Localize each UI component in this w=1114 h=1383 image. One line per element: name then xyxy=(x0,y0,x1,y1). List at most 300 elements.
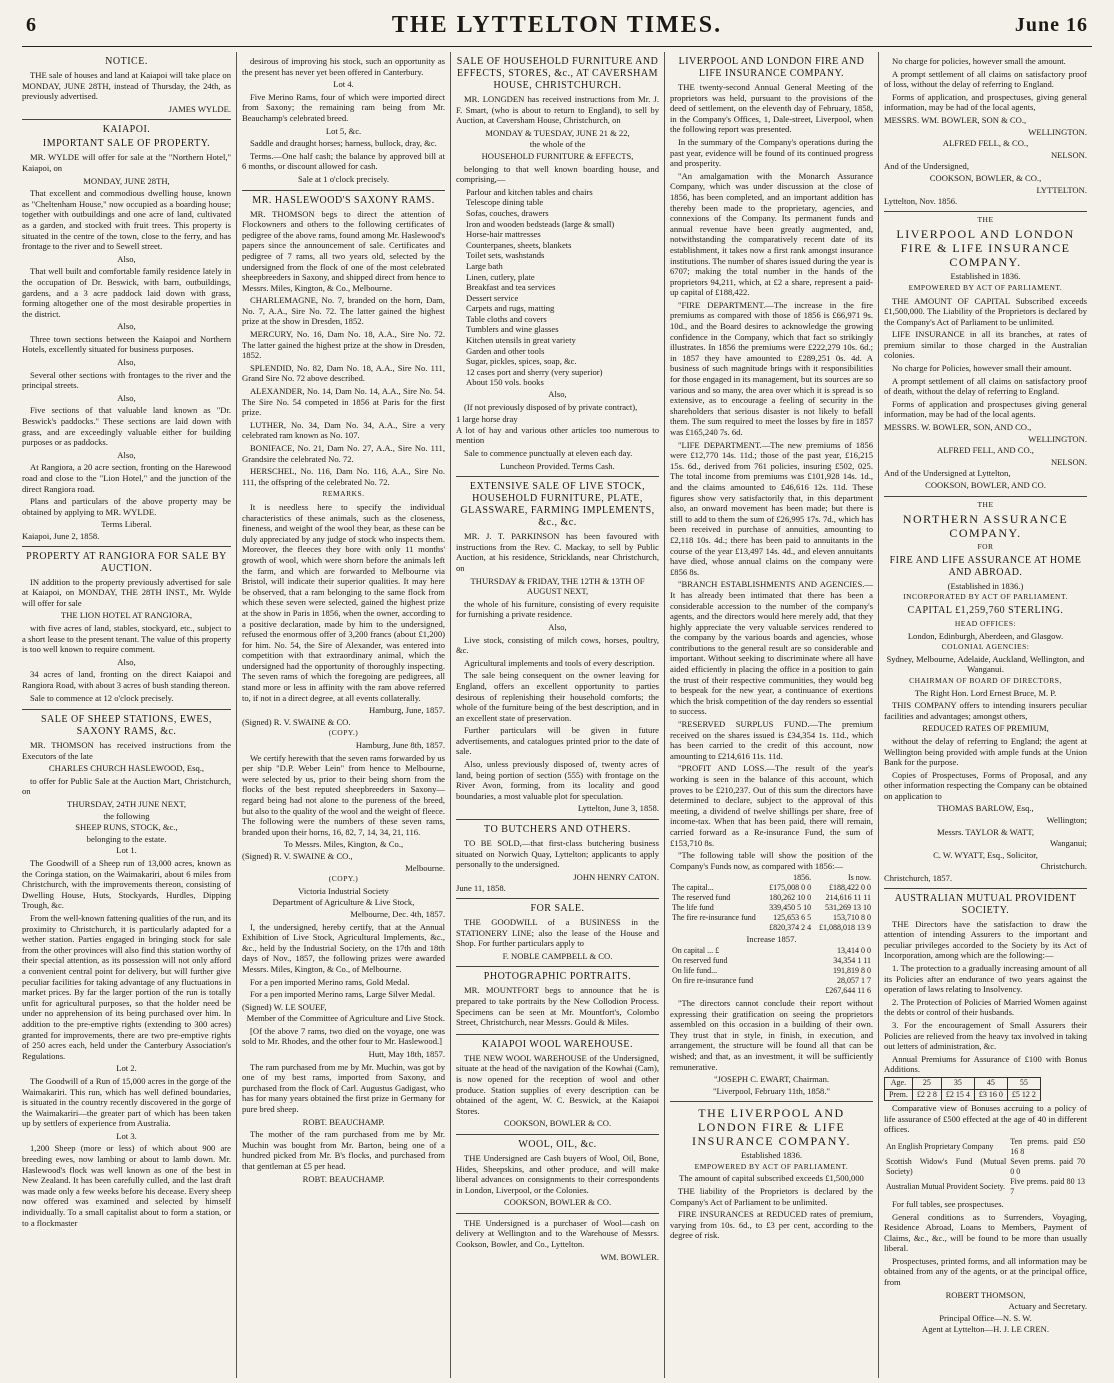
ad-line: London, Edinburgh, Aberdeen, and Glasgow. xyxy=(907,630,1064,641)
agent-location: WELLINGTON. xyxy=(1028,433,1087,444)
table-cell: The reserved fund xyxy=(672,893,731,903)
ad-line: To Messrs. Miles, Kington, & Co., xyxy=(283,839,404,850)
agent-name: COOKSON, BOWLER, & CO., xyxy=(929,172,1042,183)
ad-line: Melbourne. xyxy=(405,862,445,873)
table-cell: Is now. xyxy=(847,873,871,883)
ad-body: THIS COMPANY offers to intending insurers peculiar facilities and advantages; amongst others, xyxy=(884,700,1087,721)
lot-label: Lot 2. xyxy=(116,1063,137,1074)
column-2 xyxy=(236,52,450,1378)
ad-heading: NOTICE. xyxy=(105,56,148,67)
table-row xyxy=(670,946,873,956)
ad-line: the whole of the xyxy=(529,139,586,150)
ad-body: Prospectuses, printed forms, and all information may be obtained from any of the agents, or at the principal office, from xyxy=(884,1255,1087,1288)
table-cell: The life fund xyxy=(672,903,714,913)
ad-line: And of the Undersigned at Lyttelton, xyxy=(884,468,1011,479)
ad-body: MR. LONGDEN has received instructions from Mr. J. F. Smart, (who is about to return to England), to sell by Auction, at Caversham House, Christchurch, on xyxy=(456,94,659,126)
ad-heading: AUSTRALIAN MUTUAL PROVIDENT SOCIETY. xyxy=(894,892,1077,916)
agent-location: Wanganui; xyxy=(1049,838,1087,849)
furniture-item: Tumblers and wine glasses xyxy=(466,324,559,335)
ad-signature: "JOSEPH C. EWART, Chairman. xyxy=(713,1074,830,1085)
table-cell: 45 xyxy=(974,1077,1007,1089)
ad-heading: KAIAPOI WOOL WAREHOUSE. xyxy=(481,1038,634,1050)
ad-body: The sale being consequent on the owner leaving for England, offers an excellent opportunity to parties desirous of replenishing their household comforts; the whole of the furniture being of the best description, and in an excellent state of preservation. xyxy=(456,670,659,723)
ad-heading: TO BUTCHERS AND OTHERS. xyxy=(484,824,631,836)
furniture-item: Telescope dining table xyxy=(466,197,544,208)
ad-line: EMPOWERED BY ACT OF PARLIAMENT. xyxy=(908,282,1063,292)
table-cell: On reserved fund xyxy=(672,955,728,965)
ad-line: THE xyxy=(977,499,994,509)
ad-line: COLONIAL AGENCIES: xyxy=(941,642,1030,652)
ad-body: "RESERVED SURPLUS FUND.—The premium received on the shares issued is £34,354 1s. 11d., which has been carried to the credit of this account, now amounting to £214,616 11s. 11d. xyxy=(670,719,873,761)
australian-mutual-ad xyxy=(884,889,1087,1340)
ad-body: the whole of his furniture, consisting of every requisite for furnishing a private residence. xyxy=(456,598,659,620)
ad-body: That well built and comfortable family residence lately in the occupation of Dr. Beswick, with barn, outbuildings, gardens, and a 3 acre paddock laid down with grass, forming altogether one of the most desirable properties in the district. xyxy=(22,266,231,319)
northern-assurance-ad xyxy=(884,497,1087,889)
notice-ad xyxy=(22,52,231,120)
ad-body: 2. The Protection of Policies of Married Women against the debts or control of their husbands. xyxy=(884,996,1087,1018)
ad-body: 34 acres of land, fronting on the direct Kaiapoi and Rangiora Road, with about 3 acres of bush standing thereon. xyxy=(22,669,231,690)
capital-line: CAPITAL £1,259,760 STERLING. xyxy=(907,604,1064,616)
ad-body: "PROFIT AND LOSS.—The result of the year's working is seen in the balance of this account, which proves to be £210,237. Out of this sum the directors have determined to declare, subject to the approval of this meeting, a dividend of twelve shillings per share, free of income-tax. When that has been paid, there will remain, carried forward as a Re-insurance Fund, the sum of £153,710 8s. xyxy=(670,763,873,848)
ad-body: "LIFE DEPARTMENT.—The new premiums of 1856 were £12,770 14s. 11d.; those of the past year, £16,215 15s. 6d., derived from 761 policies, insuring £502, 025. The total income from premiums was £101,928 14s. 1d., and the claims amounted to £46,616 12s. 11d. These figures show very satisfactorily that, in this department also, an onward movement has been made; but there is still to add to them the sum of £26,995 17s. 7d., which has been received in purchase of annuities, amounting to £2,118 10s. 4d.; there has been paid to annuitants in the course of the year £13,497 14s. 4d., and eleven annuitants have died, whose annual claims on the company were £856 8s. xyxy=(670,439,873,577)
ram-entry: LUTHER, No. 34, Dam No. 34, A.A., Sire a very celebrated ram known as No. 107. xyxy=(242,419,445,441)
ad-heading: EXTENSIVE SALE OF LIVE STOCK, HOUSEHOLD FURNITURE, PLATE, GLASSWARE, FARMING IMPLEMENTS, &c., &c. xyxy=(460,481,655,529)
table-cell: 531,269 13 10 xyxy=(825,903,871,913)
ram-entry: BONIFACE, No. 21, Dam No. 27, A.A., Sire No. 111, Grandsire the celebrated No. 72. xyxy=(242,443,445,464)
ad-body: We certify herewith that the seven rams forwarded by us per ship "D.P. Weber Lein" from hence to Melbourne, were selected by us, prior to their being shorn from the flocks of the best reputed sheepbreeders in Saxony—regard being had not alone to the pureness of the breed, but also to the quality of the wool and the weight of fleece. The following were the numbers of these seven rams, branded upon their horns, 16, 82, 7, 14, 34, 21, 116. xyxy=(242,752,445,837)
furniture-item: Sugar, pickles, spices, soap, &c. xyxy=(466,356,577,367)
ad-line: Established in 1836. xyxy=(950,271,1021,282)
ad-body: (If not previously disposed of by private contract), xyxy=(464,401,638,412)
also-label: Also, xyxy=(117,357,136,368)
ad-dateline: "Liverpool, February 11th, 1858." xyxy=(713,1085,830,1096)
also-label: Also, xyxy=(548,389,567,400)
ad-heading: NORTHERN ASSURANCE COMPANY. xyxy=(902,512,1069,541)
ad-body: THE Undersigned are Cash buyers of Wool, Oil, Bone, Hides, Sheepskins, and other produce, and will make liberal advances on consignments to their correspondents in London, Liverpool, or the Colonies. xyxy=(456,1152,659,1195)
ad-body: 1,200 Sheep (more or less) of which about 900 are breeding ewes, now lambing or about to lamb down. Mr. Haslewood's flock was well known as one of the best in New Zealand. It has been carefully culled, and the last draft was made only a few weeks before his decease. Every sheep now offered was examined and selected by himself individually. To a small capitalist about to form a station, or to a flockmaster xyxy=(22,1143,231,1228)
ad-line: HEAD OFFICES: xyxy=(954,618,1017,628)
column-3 xyxy=(450,52,664,1378)
ad-body: It is needless here to specify the individual characteristics of these animals, such as the closeness, fineness, and weight of the wool they bear, as these can be duly appreciated by any judge of stock who inspects them. Moreover, the fleeces they bore with only 11 months' growth of wool, which were shorn before the animals left the farm, and which are forwarded to Melbourne via Bristol, will indicate their superior qualities. It may here be observed, that a ram belonging to the same flock from which these seven were selected, gained the highest prize at the show in Paris in 1856, when the owner, according to a positive declaration, made by him to the undersigned, refused the enormous offer of 3,200 francs (about £1,200) for him. No. 54, the Sire of Alexander, was entered into competition with that extraordinary animal, which the undersigned had the opportunity of thoroughly inspecting. The seven rams of which the foregoing are pedigrees, all stand more or less in affinity with the ram above referred to, if not in a direct degree, at all events collaterally. xyxy=(242,501,445,703)
ad-body: Annual Premiums for Assurance of £100 with Bonus Additions. xyxy=(884,1053,1087,1075)
column-4 xyxy=(664,52,878,1378)
ad-signature: JAMES WYLDE. xyxy=(168,103,231,114)
ad-dateline: Hamburg, June, 1857. xyxy=(369,705,445,716)
table-cell: On life fund... xyxy=(672,965,718,975)
ad-body: Also, unless previously disposed of, twenty acres of land, being portion of section (555) with frontage on the River Avon, forming, from its locality and good boundaries, a most valuable plot for speculation. xyxy=(456,759,659,801)
bonus-comparison-table xyxy=(884,1137,1087,1197)
ad-body: MR. THOMSON begs to direct the attention of Flockowners and others to the following certificates of pedigree of the above rams, found among Mr. Haslewood's papers since the announcement of sale. Certificates and pedigree of 7 rams, all two years old, selected by the undersigned from the flock of one of the most celebrated sheepbreeders in Saxony, and shipped direct from hence to Messrs. Miles, Kington, & Co., Melbourne. xyxy=(242,208,445,293)
butchers-ad xyxy=(456,820,659,899)
ad-body: 3. For the encouragement of Small Assurers their Policies are relieved from the heavy tax involved in taking out letters of administration, &c. xyxy=(884,1019,1087,1052)
table-row xyxy=(670,893,873,903)
ad-dateline: Hamburg, June 8th, 1857. xyxy=(355,740,445,751)
ad-body: "The following table will show the position of the Company's Funds now, as compared with 1856:— xyxy=(670,850,873,871)
table-row xyxy=(670,903,873,913)
agent-name: COOKSON, BOWLER, AND CO. xyxy=(925,480,1046,490)
ad-body: FIRE INSURANCES at REDUCED rates of premium, varying from 10s. 6d., to £3 per cent, according to the degree of risk. xyxy=(670,1209,873,1241)
ad-line: THE xyxy=(977,214,994,224)
wool-oil-ad xyxy=(456,1135,659,1214)
ad-date: THURSDAY, 24TH JUNE NEXT, xyxy=(67,799,186,810)
ad-body: No charge for Policies, however small their amount. xyxy=(892,363,1072,374)
photographic-ad xyxy=(456,967,659,1034)
ad-line: Sydney, Melbourne, Adelaide, Auckland, Wellington, and Wanganui. xyxy=(886,653,1085,675)
furniture-item: Toilet sets, washstands xyxy=(466,250,545,261)
table-cell: 55 xyxy=(1007,1077,1040,1089)
ad-line: Department of Agriculture & Live Stock, xyxy=(272,897,415,908)
ad-subheading: THE LION HOTEL AT RANGIORA, xyxy=(60,610,193,621)
furniture-item: Kitchen utensils in great variety xyxy=(466,335,576,346)
agent-location: NELSON. xyxy=(1050,149,1087,160)
table-row xyxy=(670,966,873,976)
ad-signature: ROBT. BEAUCHAMP. xyxy=(302,1116,385,1127)
table-cell: Age. xyxy=(885,1077,913,1089)
table-cell: £2 2 8 xyxy=(912,1089,941,1101)
table-cell: £188,422 0 0 xyxy=(829,883,871,893)
table-row xyxy=(885,1077,1041,1089)
ad-body: TO BE SOLD,—that first-class butchering business situated on Norwich Quay, Lyttelton; applicants to apply personally to the undersigned. xyxy=(456,838,659,870)
ad-body: "An amalgamation with the Monarch Assurance Company, which was under discussion at the close of 1856, has been completed, and an important addition has thereby been made to the proprietary, agencies, and connexions of the Company. Its permanent funds and annual revenue have been greatly augmented, and, notwithstanding the comparatively recent date of its establishment, it takes now a first rank amongst insurance institutions. The number of shares issued during the year is 6707; making the total number in the hands of the proprietors 94,211, which, at £2 a share, represent a paid-up capital of £188,422. xyxy=(670,170,873,298)
ram-entry: CHARLEMAGNE, No. 7, branded on the horn, Dam, No. 7, A.A., Sire No. 72. The latter gained the highest prize at the show in Dresden, 1852. xyxy=(242,295,445,327)
ad-body: "FIRE DEPARTMENT.—The increase in the fire premiums as compared with those of 1856 is £66,971 9s. 10d., and the Board desires to acknowledge the growing confidence in the Company, which that fact so strikingly illustrates. In 1856 the premiums were £222,279 10s. 6d.; in 1857 they have amounted to £289,251 0s. 4d. A business of such magnitude brings with it responsibilities for those engaged in its management, but its sources are so various and so many, the area over which it is spread is so extensive, as to encourage a feeling of security in the shareholders that serious disaster is not likely to befall them. The sum required to meet the losses by fire in 1857 was £165,240 7s. 6d. xyxy=(670,299,873,437)
furniture-item: 12 cases port and sherry (very superior) xyxy=(466,366,603,377)
ad-body: Live stock, consisting of milch cows, horses, poultry, &c. xyxy=(456,634,659,656)
ad-signature: COOKSON, BOWLER & CO. xyxy=(503,1197,612,1208)
ad-heading: LIVERPOOL AND LONDON FIRE AND LIFE INSURANCE COMPANY. xyxy=(678,56,865,79)
ad-signature: (Signed) W. LE SOUEF, xyxy=(242,1001,327,1012)
ad-body: For a pen imported Merino rams, Gold Medal. xyxy=(250,976,410,987)
agent-location: LYTTELTON. xyxy=(1036,184,1087,195)
ad-body: without the delay of referring to England; the agent at Wellington being provided with ample funds at the Union Bank for the purpose. xyxy=(884,735,1087,768)
agent-name: MESSRS. W. BOWLER, SON, AND CO., xyxy=(884,422,1032,433)
table-row xyxy=(670,986,873,996)
ad-body: THE AMOUNT OF CAPITAL Subscribed exceeds £1,500,000. The Liability of the Proprietors is declared by the Company's Act of Parliament to be unlimited. xyxy=(884,295,1087,327)
furniture-item: Horse-hair mattresses xyxy=(466,229,541,240)
ad-body: Forms of application, and prospectuses, giving general information, may be had of the local agents, xyxy=(884,91,1087,113)
table-cell: Scottish Widow's Fund (Mutual Society) xyxy=(886,1156,1007,1176)
page-columns xyxy=(22,52,1092,1378)
ad-name: CHARLES CHURCH HASLEWOOD, Esq., xyxy=(48,763,205,774)
issue-date: June 16 xyxy=(1014,14,1088,36)
table-row xyxy=(884,1157,1087,1177)
ad-body: with five acres of land, stables, stockyard, etc., subject to a short lease to the present tenant. The value of this property is too well known to require comment. xyxy=(22,622,231,655)
table-cell: £267,644 11 6 xyxy=(825,985,871,995)
ad-body: Sale to commence at 12 o'clock precisely. xyxy=(30,692,174,703)
ad-line: EMPOWERED BY ACT OF PARLIAMENT. xyxy=(694,1161,849,1171)
ad-dateline: Melbourne, Dec. 4th, 1857. xyxy=(350,908,445,919)
ad-body: Several other sections with frontages to the river and the principal streets. xyxy=(22,369,231,391)
table-cell: Five prems. paid 80 13 7 xyxy=(1010,1176,1085,1196)
ad-dateline: Lyttelton, Nov. 1856. xyxy=(884,196,958,207)
increase-table xyxy=(670,946,873,996)
ad-body: Agricultural implements and tools of every description. xyxy=(464,657,655,668)
ad-line: INCORPORATED BY ACT OF PARLIAMENT. xyxy=(903,592,1068,602)
table-cell: 1856. xyxy=(793,873,812,883)
table-cell xyxy=(670,923,764,933)
furniture-item-list xyxy=(456,187,659,388)
ad-subheading: SHEEP RUNS, STOCK, &c., xyxy=(75,822,178,833)
furniture-item: Counterpanes, sheets, blankets xyxy=(466,239,572,250)
table-cell: 25 xyxy=(912,1077,941,1089)
ad-body: THE NEW WOOL WAREHOUSE of the Undersigned, situate at the head of the navigation of the Kowhai (Cam), is now opened for the reception of wool and other produce. Station supplies of every description can be obtained of the agent, W. C. Beswick, at the Kaiapoi Stores. xyxy=(456,1052,659,1116)
furniture-sale-ad xyxy=(456,52,659,477)
ad-body: No charge for policies, however small the amount. xyxy=(892,56,1066,66)
saxony-rams-ad xyxy=(242,191,445,1190)
table-cell xyxy=(670,986,798,996)
table-row xyxy=(670,883,873,893)
table-cell: 125,653 6 5 xyxy=(773,913,812,923)
live-stock-sale-ad xyxy=(456,477,659,820)
ad-subheading: REDUCED RATES OF PREMIUM, xyxy=(922,723,1049,734)
table-cell: Seven prems. paid 70 0 0 xyxy=(1010,1156,1085,1176)
ad-heading: MR. HASLEWOOD'S SAXONY RAMS. xyxy=(252,194,435,206)
table-cell: On fire re-insurance fund xyxy=(672,975,754,985)
page-number: 6 xyxy=(26,14,36,36)
furniture-item: Large bath xyxy=(466,260,503,271)
agent-name: Messrs. TAYLOR & WATT, xyxy=(936,826,1035,837)
kaiapoi-ad xyxy=(22,120,231,546)
ad-heading: THE LIVERPOOL AND LONDON FIRE & LIFE INSURANCE COMPANY. xyxy=(691,1106,852,1149)
ad-heading: SALE OF SHEEP STATIONS, EWES, SAXONY RAMS, &c. xyxy=(40,714,213,738)
ad-signature: ROBT. BEAUCHAMP. xyxy=(302,1173,385,1184)
ad-line: (Established in 1836.) xyxy=(947,580,1024,591)
agent-name: THOMAS BARLOW, Esq., xyxy=(937,803,1034,814)
table-cell: £1,088,018 13 9 xyxy=(819,923,871,933)
table-cell: £5 12 2 xyxy=(1007,1089,1040,1101)
ad-body: Sale to commence punctually at eleven each day. xyxy=(464,448,633,458)
ad-heading: PROPERTY AT RANGIORA FOR SALE BY AUCTION. xyxy=(26,550,227,574)
table-cell: The fire re-insurance fund xyxy=(672,913,756,923)
ad-body: The mother of the ram purchased from me by Mr. Muchin was bought from Mr. Barton, being one of a hundred picked from Mr. B's flocks, and purchased from that gentleman at £5 per head. xyxy=(242,1129,445,1171)
ad-body: "BRANCH ESTABLISHMENTS AND AGENCIES.—It has already been intimated that there has been a considerable accession to the number of the company's agents, and the directors would here merely add, that they highly appreciate the very valuable services rendered to the company by the various boards and agencies, whose contributions to the general result are so considerable and important. Without seeking to discriminate where all have aided efficiently in placing the office in a position to gain the trust of their respective communities, they would beg to bespeak for the new year, a continuance of exertions which the brisk competition of the day renders so essential to success. xyxy=(670,579,873,717)
ad-body: Forms of application and prospectuses giving general information, may be had of the local agents. xyxy=(884,398,1087,420)
ad-heading: SALE OF HOUSEHOLD FURNITURE AND EFFECTS, STORES, &c., AT CAVERSHAM HOUSE, CHRISTCHURCH. xyxy=(456,56,659,91)
ad-signature: WM. BOWLER. xyxy=(600,1251,659,1262)
ad-date: MONDAY, JUNE 28TH, xyxy=(83,175,170,186)
furniture-item: Sofas, couches, drawers xyxy=(466,207,549,218)
lot-label: Lot 5, &c. xyxy=(325,125,362,136)
also-label: Also, xyxy=(117,449,136,460)
ram-entry: MERCURY, No. 16, Dam No. 18, A.A., Sire No. 72. The latter gained the highest prize at the show in Dresden, 1852. xyxy=(242,329,445,361)
table-row xyxy=(670,923,873,933)
ram-entry: ALEXANDER, No. 14, Dam No. 14, A.A., Sire No. 54. The Sire No. 54 competed in 1856 at Paris for the first prize. xyxy=(242,386,445,418)
ad-body: THE sale of houses and land at Kaiapoi will take place on MONDAY, JUNE 28TH, instead of Thursday, the 24th, as previously advertised. xyxy=(22,70,231,102)
ad-body: to offer for Public Sale at the Auction Mart, Christchurch, on xyxy=(22,775,231,797)
table-cell: Prem. xyxy=(885,1089,913,1101)
ad-subheading: FIRE AND LIFE ASSURANCE AT HOME AND ABROAD. xyxy=(889,554,1082,578)
ad-body: From the well-known fattening qualities of the run, and its proximity to Christchurch, it is particularly adapted for a wether station. Parties engaged in bringing stock for sale from the other provinces will also find this station worthy of their special attention, as its possession will not only afford a convenient central point for delivery, but will further give peculiar facilities for taking advantage of any fluctuations in market prices. By far the larger portion of the run is totally unfit for agricultural purposes, so that the holder need be under no apprehension of its being purchased over him. In addition to the pre-emptive rights (extending to 300 acres) granted for improvements, there are two pre-emptive rights of 250 acres each, held under the Canterbury Association's Regulations. xyxy=(22,913,231,1061)
agent-name: MESSRS. WM. BOWLER, SON & CO., xyxy=(884,114,1027,125)
ad-line: CHAIRMAN OF BOARD OF DIRECTORS, xyxy=(909,675,1062,685)
ad-signature: JOHN HENRY CATON. xyxy=(573,871,659,882)
furniture-item: Table cloths and covers xyxy=(466,313,547,324)
ad-body: The Goodwill of a Run of 15,000 acres in the gorge of the Waimakariri. This run, which has well defined boundaries, is situated in the country recently discovered in the gorge of the Waimakariri—the greater part of which has been taken up by settlers of experience from Australia. xyxy=(22,1075,231,1129)
ad-body: MR. J. T. PARKINSON has been favoured with instructions from the Rev. C. Mackay, to sell by Public Auction, at his residence, Stricklands, near Christchurch, on xyxy=(456,531,659,573)
ad-line: belonging to the estate. xyxy=(86,833,167,844)
ad-subheading: HOUSEHOLD FURNITURE & EFFECTS, xyxy=(481,150,634,161)
ad-body: The Goodwill of a Sheep run of 13,000 acres, known as the Coringa station, on the Waimakariri, about 6 miles from Christchurch, with the improvements thereon, consisting of Dwelling House, Huts, Stockyards, Hurdles, Dipping Trough, &c. xyxy=(22,858,231,911)
ad-signature: ROBERT THOMSON, xyxy=(945,1289,1026,1300)
table-cell: An English Proprietary Company xyxy=(886,1141,994,1151)
ad-dateline: Hutt, May 18th, 1857. xyxy=(368,1049,445,1060)
ad-heading: LIVERPOOL AND LONDON FIRE & LIFE INSURANCE COMPANY. xyxy=(896,227,1075,270)
agent-location: Christchurch. xyxy=(1040,861,1087,872)
ad-body: The ram purchased from me by Mr. Muchin, was got by one of my best rams, imported from Saxony, and purchased from the flock of Carl. Augustus Gadigast, who has for many years obtained the first prize in Germany for pure bred sheep. xyxy=(242,1061,445,1115)
rangiora-ad xyxy=(22,547,231,711)
ad-heading: WOOL, OIL, &c. xyxy=(518,1138,597,1150)
funds-table xyxy=(670,873,873,933)
ad-body: desirous of improving his stock, such an opportunity as the present has never yet been offered in Canterbury. xyxy=(242,56,445,77)
lot-label: Lot 4. xyxy=(333,79,354,90)
ad-body: I, the undersigned, hereby certify, that at the Annual Exhibition of Live Stock, Agricultural Implements, &c., &c., held by the Industrial Society, on the 17th and 18th days of Nov., 1857, the following prizes were awarded Messrs. Miles, Kington, & Co., of Melbourne. xyxy=(242,921,445,974)
table-cell: £175,008 0 0 xyxy=(769,883,812,893)
ad-body: THE Undersigned is a purchaser of Wool—cash on delivery at Wellington and to the Warehouse of Messrs. Cookson, Bowler, and Co., Lyttelton. xyxy=(456,1217,659,1250)
agent-location: Wellington; xyxy=(1046,815,1087,826)
table-cell: The capital... xyxy=(672,883,714,893)
ad-body: Three town sections between the Kaiapoi and Northern Hotels, excellently situated for business purposes. xyxy=(22,333,231,355)
ad-line: Established 1836. xyxy=(740,1150,803,1161)
ad-body: Saddle and draught horses; harness, bullock, dray, &c. xyxy=(250,138,437,149)
ad-line: FOR xyxy=(977,542,994,552)
furniture-item: About 150 vols. books xyxy=(466,377,544,388)
table-row xyxy=(884,1137,1087,1157)
ad-line: The amount of capital subscribed exceeds £1,500,000 xyxy=(679,1173,864,1184)
ad-heading: KAIAPOI. xyxy=(102,124,151,136)
sheep-stations-ad-continued xyxy=(242,52,445,191)
ad-line: Agent at Lyttelton—H. J. LE CREN. xyxy=(922,1324,1049,1335)
ad-dateline: Lyttelton, June 3, 1858. xyxy=(577,803,659,814)
table-row xyxy=(884,1177,1087,1197)
also-label: Also, xyxy=(548,621,567,632)
ad-body: Five Merino Rams, four of which were imported direct from Saxony; the remaining ram being from Mr. Beauchamp's celebrated breed. xyxy=(242,91,445,123)
agent-name: ALFRED FELL, AND CO., xyxy=(937,445,1034,456)
ad-dateline: Christchurch, 1857. xyxy=(884,873,953,884)
insurance-rates-ad xyxy=(670,1102,873,1247)
copy-label: (COPY.) xyxy=(328,874,359,884)
ad-body: For full tables, see prospectuses. xyxy=(892,1198,1004,1209)
table-cell: 35 xyxy=(941,1077,974,1089)
ad-line: Victoria Industrial Society xyxy=(298,885,389,896)
ad-line: The Right Hon. Lord Ernest Bruce, M. P. xyxy=(914,687,1057,698)
table-cell: On capital ... £ xyxy=(672,945,720,955)
ad-subheading: IMPORTANT SALE OF PROPERTY. xyxy=(42,138,211,150)
sheep-stations-ad xyxy=(22,710,231,1234)
ad-body: "The directors cannot conclude their report without expressing their gratification on seeing the proprietors assembled on this occasion in a building of their own. They trust that in style, in finish, in execution, and arrangement, the structure will be found all that can be wished; and that, as an investment, it will be sufficiently remunerative. xyxy=(670,997,873,1072)
ad-body: A prompt settlement of all claims on satisfactory proof of loss, without the delay of referring to England. xyxy=(884,68,1087,90)
ad-body: Five sections of that valuable land known as "Dr. Beswick's paddocks." These sections are laid down with grass, and are exceedingly valuable either for building purposes or as paddocks. xyxy=(22,405,231,448)
ad-body: A prompt settlement of all claims on satisfactory proof of death, without the delay of referring to England. xyxy=(884,375,1087,397)
furniture-item: Parlour and kitchen tables and chairs xyxy=(466,186,593,197)
table-cell: 13,414 0 0 xyxy=(837,945,871,955)
ad-body: THE GOODWILL of a BUSINESS in the STATIONERY LINE; also the lease of the House and Shop. For further particulars apply to xyxy=(456,917,659,949)
lot-label: Lot 1. xyxy=(116,845,137,856)
also-label: Also, xyxy=(117,253,136,264)
ad-body: LIFE INSURANCE in all its branches, at rates of premium similar to those charged in the Australian colonies. xyxy=(884,329,1087,361)
table-row xyxy=(670,976,873,986)
ad-line: Actuary and Secretary. xyxy=(1008,1301,1087,1312)
ad-body: At Rangiora, a 20 acre section, fronting on the Harewood road and close to the "Lion Hotel," and the junction of the direct Rangiora road. xyxy=(22,462,231,494)
ad-line: Principal Office—N. S. W. xyxy=(939,1312,1032,1323)
table-row xyxy=(885,1089,1041,1101)
ad-body: THE twenty-second Annual General Meeting of the proprietors was held, pursuant to the provisions of the deed of settlement, on the eleventh day of February, 1858, in the Company's Offices, 1, Dale-street, Liverpool, when the following report was presented. xyxy=(670,82,873,135)
ad-body: Further particulars will be given in future advertisements, and catalogues printed prior to the date of sale. xyxy=(456,725,659,757)
ad-heading: PHOTOGRAPHIC PORTRAITS. xyxy=(483,971,632,983)
stationery-sale-ad xyxy=(456,899,659,967)
ad-body: MR. MOUNTFORT begs to announce that he is prepared to take portraits by the New Collodion Process. Specimens can be seen at Mr. Mountfort's, Colombo Street, Christchurch, near Messrs. Gould & Miles. xyxy=(456,985,659,1028)
table-cell: 153,710 8 0 xyxy=(833,913,871,923)
table-cell xyxy=(670,873,764,883)
ad-dateline: June 11, 1858. xyxy=(456,883,506,894)
table-cell: 339,450 5 10 xyxy=(769,903,812,913)
ad-body: In the summary of the Company's operations during the past year, evidence will be found of its continued progress and prosperity. xyxy=(670,136,873,169)
ad-line: Sale at 1 o'clock precisely. xyxy=(298,173,389,184)
furniture-item: Iron and wooden bedsteads (large & small) xyxy=(466,218,615,229)
table-row xyxy=(670,956,873,966)
increase-heading: Increase 1857. xyxy=(746,934,797,945)
ad-body: IN addition to the property previously advertised for sale at Kaiapoi, on MONDAY, THE 28TH INST., Mr. Wylde will offer for sale xyxy=(22,576,231,608)
table-row xyxy=(670,913,873,923)
ad-body: MR. THOMSON has received instructions from the Executors of the late xyxy=(22,740,231,761)
ad-terms: Terms Liberal. xyxy=(101,519,152,530)
newspaper-title: THE LYTTELTON TIMES. xyxy=(391,12,723,38)
table-cell: 191,819 8 0 xyxy=(833,965,871,975)
table-cell: £820,374 2 4 xyxy=(769,923,812,933)
copy-label: (COPY.) xyxy=(328,728,359,738)
premium-table xyxy=(884,1077,1041,1101)
ad-body: Copies of Prospectuses, Forms of Proposal, and any other information respecting the Company can be obtained on application to xyxy=(884,769,1087,801)
ad-body: THE Directors have the satisfaction to draw the attention of intending Assurers to the important and peculiar privileges accorded to the Society by its Act of Incorporation, among which are the following:— xyxy=(884,918,1087,961)
table-cell: 34,354 1 11 xyxy=(833,955,871,965)
column-1 xyxy=(22,52,236,1378)
wool-warehouse-ad xyxy=(456,1035,659,1135)
table-row xyxy=(670,873,873,883)
liverpool-london-ad xyxy=(884,212,1087,497)
ad-body: Terms.—One half cash; the balance by approved bill at 6 months, or discount allowed for cash. xyxy=(242,150,445,172)
furniture-item: Carpets and rugs, matting xyxy=(466,303,555,314)
remarks-heading: REMARKS. xyxy=(322,489,365,499)
table-cell: 180,262 10 0 xyxy=(769,893,812,903)
ad-terms: Luncheon Provided. Terms Cash. xyxy=(500,460,615,471)
ad-date: THURSDAY & FRIDAY, THE 12TH & 13TH OF AUGUST NEXT, xyxy=(470,575,645,597)
insurance-agents-ad xyxy=(884,52,1087,212)
table-cell: Ten prems. paid £50 16 8 xyxy=(1010,1136,1085,1156)
ad-body: [Of the above 7 rams, two died on the voyage, one was sold to Mr. Rhodes, and the other four to Mr. Haslewood.] xyxy=(242,1025,445,1047)
ad-signature: (Signed) R. V. SWAINE & CO. xyxy=(242,716,351,727)
ad-line: Member of the Committee of Agriculture and Live Stock. xyxy=(246,1013,445,1024)
ad-line: the following xyxy=(103,810,150,821)
also-label: Also, xyxy=(117,321,136,332)
ad-body: Plans and particulars of the above property may be obtained by applying to MR. WYLDE. xyxy=(22,496,231,517)
ad-heading: FOR SALE. xyxy=(530,903,585,914)
ad-body: belonging to that well known boarding house, and comprising,— xyxy=(456,163,659,185)
ad-date: MONDAY & TUESDAY, JUNE 21 & 22, xyxy=(485,127,630,138)
furniture-item: Garden and other tools xyxy=(466,345,545,356)
lot-label: Lot 3. xyxy=(116,1130,137,1141)
agent-name: ALFRED FELL, & CO., xyxy=(942,138,1029,149)
ad-line: 1 large horse dray xyxy=(456,414,518,425)
furniture-item: Breakfast and tea services xyxy=(466,282,556,293)
table-cell: 28,057 1 7 xyxy=(837,975,871,985)
agent-location: NELSON. xyxy=(1050,456,1087,467)
table-cell: £3 16 0 xyxy=(974,1089,1007,1101)
agent-location: WELLINGTON. xyxy=(1028,126,1087,137)
ad-dateline: Kaiapoi, June 2, 1858. xyxy=(22,530,100,541)
ad-signature: F. NOBLE CAMPBELL & CO. xyxy=(502,950,613,961)
ad-signature: COOKSON, BOWLER & CO. xyxy=(503,1118,612,1129)
furniture-item: Dessert service xyxy=(466,292,519,303)
also-label: Also, xyxy=(117,392,136,403)
